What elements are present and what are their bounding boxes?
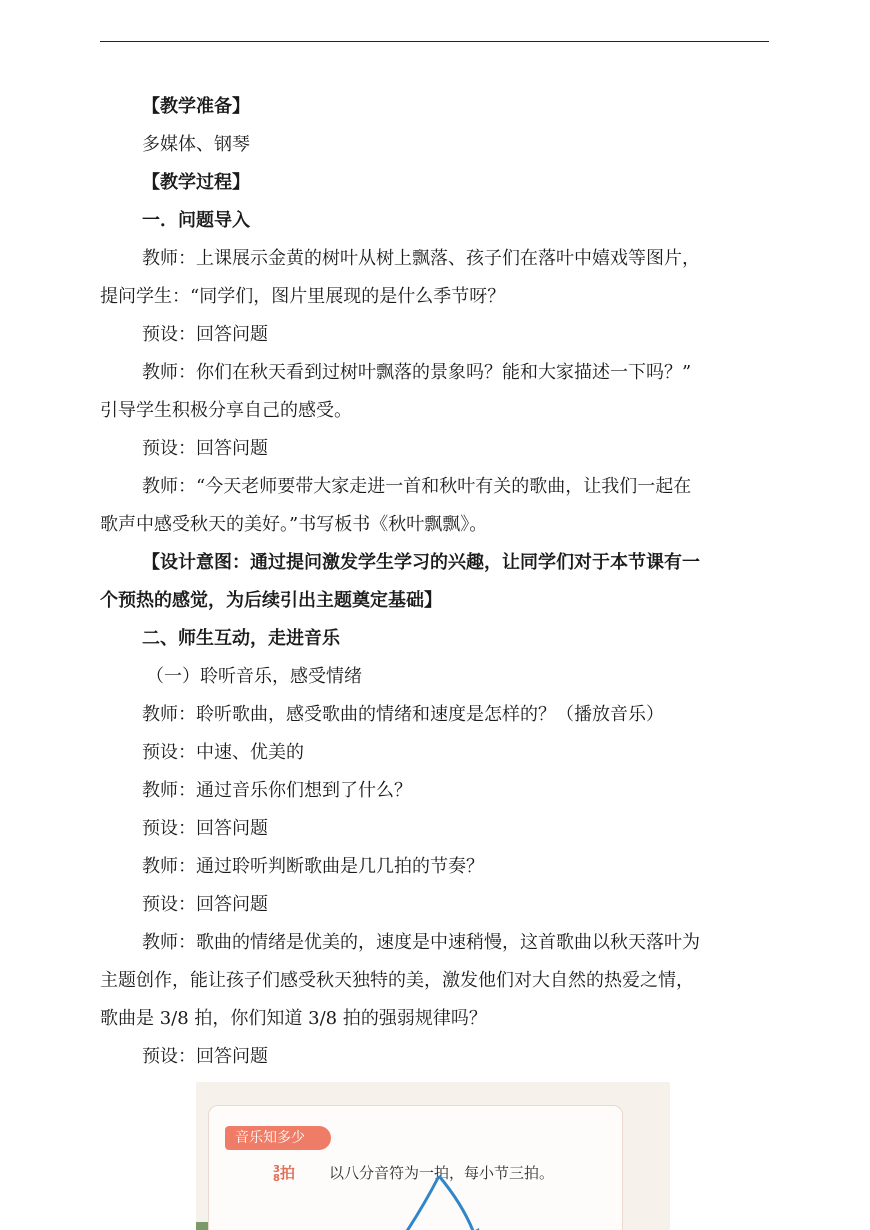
photo-edge	[196, 1222, 208, 1230]
beat-description: 以八分音符为一拍，每小节三拍。	[329, 1164, 555, 1182]
paragraph-line: 教师：歌曲的情绪是优美的，速度是中速稍慢，这首歌曲以秋天落叶为	[142, 932, 700, 953]
paragraph-line: 歌曲是 3/8 拍，你们知道 3/8 拍的强弱规律吗？	[100, 1008, 487, 1029]
knowledge-card	[208, 1105, 623, 1230]
paragraph-line: 多媒体、钢琴	[142, 134, 250, 155]
paragraph-line: 预设：回答问题	[142, 438, 268, 459]
paragraph-line: 预设：回答问题	[142, 818, 268, 839]
subheading-intro: 一．问题导入	[142, 210, 250, 231]
knowledge-tag: 音乐知多少	[225, 1126, 331, 1150]
paragraph-line: 预设：中速、优美的	[142, 742, 304, 763]
paragraph-line: 预设：回答问题	[142, 894, 268, 915]
time-signature-bottom: 8	[273, 1172, 280, 1184]
paragraph-line: 主题创作，能让孩子们感受秋天独特的美，激发他们对大自然的热爱之情，	[100, 970, 694, 991]
subheading-interaction: 二、师生互动，走进音乐	[142, 628, 340, 649]
arrows-graphic	[209, 1106, 622, 1230]
subheading-listen: （一）聆听音乐，感受情绪	[146, 666, 362, 687]
beat-word: 拍	[279, 1164, 295, 1182]
section-heading-preparation: 【教学准备】	[142, 96, 250, 117]
paragraph-line: 提问学生：“同学们，图片里展现的是什么季节呀？	[100, 286, 506, 307]
arrow-middle-icon	[439, 1176, 475, 1230]
paragraph-line: 预设：回答问题	[142, 324, 268, 345]
design-intent: 个预热的感觉，为后续引出主题奠定基础】	[100, 590, 442, 611]
paragraph-line: 歌声中感受秋天的美好。”书写板书《秋叶飘飘》。	[100, 514, 488, 535]
arrow-left-icon	[397, 1176, 439, 1230]
paragraph-line: 教师：你们在秋天看到过树叶飘落的景象吗？能和大家描述一下吗？”	[142, 362, 692, 383]
paragraph-line: 教师：聆听歌曲，感受歌曲的情绪和速度是怎样的？（播放音乐）	[142, 704, 664, 725]
paragraph-line: 教师：通过音乐你们想到了什么？	[142, 780, 412, 801]
section-heading-process: 【教学过程】	[142, 172, 250, 193]
header-rule	[100, 41, 769, 42]
paragraph-line: 预设：回答问题	[142, 1046, 268, 1067]
time-signature-top: 3	[273, 1163, 280, 1175]
paragraph-line: 教师：上课展示金黄的树叶从树上飘落、孩子们在落叶中嬉戏等图片，	[142, 248, 700, 269]
design-intent: 【设计意图：通过提问激发学生学习的兴趣，让同学们对于本节课有一	[142, 552, 700, 573]
music-knowledge-figure	[196, 1082, 670, 1230]
paragraph-line: 教师：“今天老师要带大家走进一首和秋叶有关的歌曲，让我们一起在	[142, 476, 692, 497]
paragraph-line: 引导学生积极分享自己的感受。	[100, 400, 352, 421]
paragraph-line: 教师：通过聆听判断歌曲是几几拍的节奏？	[142, 856, 484, 877]
